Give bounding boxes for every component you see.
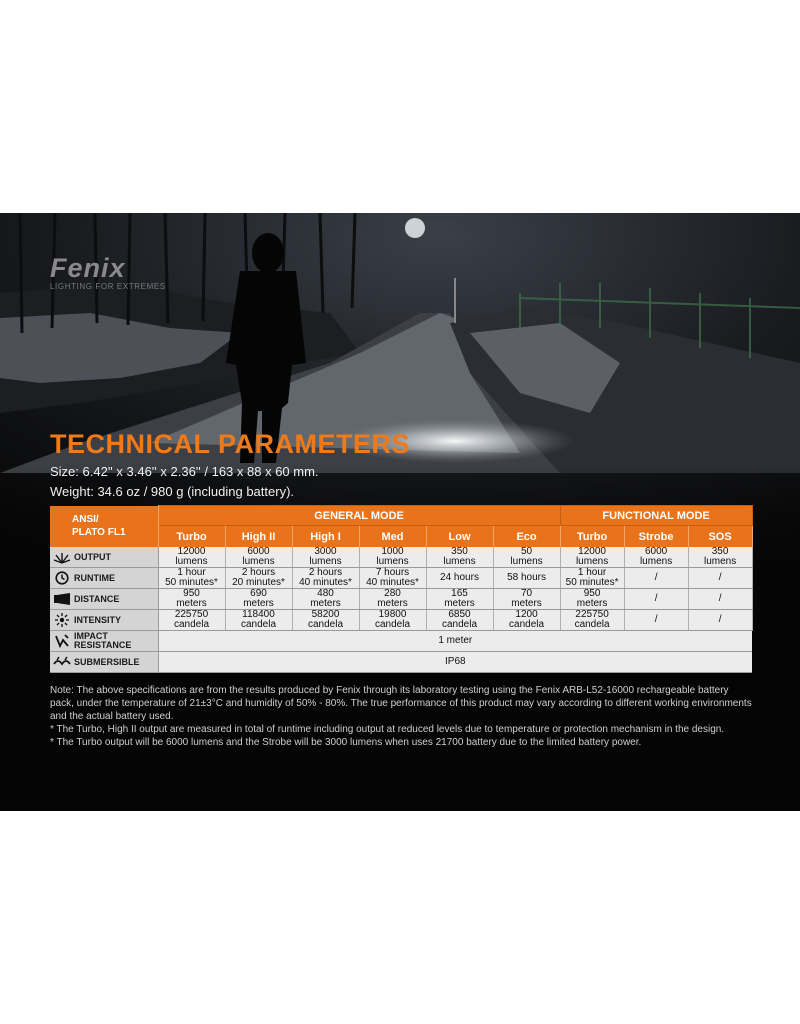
general-mode-header: GENERAL MODE (158, 506, 560, 526)
cell-line: 165 (451, 588, 468, 599)
cell-line: candela (374, 619, 411, 630)
plato-label: PLATO FL1 (72, 527, 126, 539)
table-cell (688, 610, 752, 631)
submersible-value: IP68 (158, 652, 752, 673)
cell-line: candela (173, 619, 210, 630)
cell-line: lumens (703, 556, 737, 567)
cell-line: meters (310, 598, 341, 609)
size-spec: Size: 6.42'' x 3.46'' x 2.36'' / 163 x 88 x 60 mm. (50, 464, 319, 479)
cell-line: / (718, 593, 722, 604)
cell-line: 2 hours (241, 567, 276, 578)
product-banner (0, 213, 800, 811)
cell-line: 50 minutes* (565, 577, 619, 588)
mode-header: Med (359, 526, 426, 548)
cell-line: 40 minutes* (366, 577, 419, 588)
table-cell (426, 568, 493, 589)
table-cell (292, 589, 359, 610)
table-cell (359, 589, 426, 610)
row-label (50, 610, 158, 631)
ansi-label: ANSI/ (72, 514, 99, 526)
cell-line: 1200 (515, 609, 538, 620)
cell-line: 1 hour (177, 567, 206, 578)
table-row-submersible (50, 652, 752, 673)
table-cell (688, 568, 752, 589)
cell-line: 2 hours (308, 567, 343, 578)
row-label-text: OUTPUT (74, 552, 111, 562)
table-cell (225, 568, 292, 589)
cell-line: candela (509, 619, 545, 630)
cell-line: 40 minutes* (299, 577, 352, 588)
cell-line: candela (574, 619, 610, 630)
cell-line: 6850 (448, 609, 471, 620)
ansi-header (50, 506, 158, 548)
cell-line: 225750 (575, 609, 609, 620)
cell-line: 3000 (314, 546, 337, 557)
cell-line: 50 minutes* (165, 577, 218, 588)
table-cell (292, 610, 359, 631)
cell-line: 1000 (381, 546, 404, 557)
brand-logo (50, 253, 166, 291)
table-row (50, 547, 752, 568)
cell-line: 12000 (177, 546, 206, 557)
cell-line: / (718, 614, 722, 625)
row-label-text: RUNTIME (74, 573, 115, 583)
beam-icon (50, 593, 74, 605)
cell-line: / (654, 572, 658, 583)
cell-line: 225750 (174, 609, 209, 620)
table-cell (426, 610, 493, 631)
cell-line: 6000 (247, 546, 270, 557)
cell-line: 19800 (378, 609, 407, 620)
table-cell (493, 547, 560, 568)
table-cell (359, 610, 426, 631)
cell-line: 20 minutes* (232, 577, 285, 588)
cell-line: lumens (376, 556, 409, 567)
impact-label-line: RESISTANCE (74, 640, 132, 650)
cell-line: lumens (639, 556, 673, 567)
cell-line: meters (176, 598, 207, 609)
table-cell (359, 547, 426, 568)
cell-line: meters (243, 598, 274, 609)
table-cell (225, 589, 292, 610)
table-cell (292, 568, 359, 589)
submersible-icon (50, 656, 74, 668)
table-cell (158, 568, 225, 589)
cell-line: candela (307, 619, 344, 630)
mode-header: SOS (688, 526, 752, 548)
row-label-impact (50, 631, 158, 652)
table-cell (624, 589, 688, 610)
mode-header: High I (292, 526, 359, 548)
cell-line: / (718, 572, 722, 583)
submersible-label: SUBMERSIBLE (74, 657, 140, 667)
table-cell (688, 589, 752, 610)
cell-line: 50 (520, 546, 533, 557)
page-title: TECHNICAL PARAMETERS (50, 429, 411, 459)
brand-name: Fenix (50, 253, 126, 283)
clock-icon (50, 571, 74, 585)
table-cell (624, 568, 688, 589)
table-row (50, 568, 752, 589)
cell-line: / (654, 614, 658, 625)
table-cell (560, 610, 624, 631)
table-cell (426, 547, 493, 568)
cell-line: meters (576, 598, 608, 609)
table-cell (158, 589, 225, 610)
table-cell (292, 547, 359, 568)
row-label-text: DISTANCE (74, 594, 120, 604)
row-label-submersible (50, 652, 158, 673)
table-row-impact (50, 631, 752, 652)
table-body (50, 547, 752, 673)
mode-header: Turbo (560, 526, 624, 548)
cell-line: 950 (583, 588, 601, 599)
cell-line: 690 (250, 588, 267, 599)
cell-line: meters (444, 598, 475, 609)
table-cell (158, 547, 225, 568)
row-label (50, 589, 158, 610)
cell-line: 70 (520, 588, 533, 599)
mode-header: Strobe (624, 526, 688, 548)
functional-mode-header: FUNCTIONAL MODE (560, 506, 752, 526)
row-label-text: INTENSITY (74, 615, 122, 625)
cell-line: lumens (443, 556, 476, 567)
cell-line: / (654, 593, 658, 604)
note-paragraph: Note: The above specifications are from the results produced by Fenix through its laboratory testing using the Fenix ARB-L52-16000 rechargeable battery pack, under the temperature of 21±3°C and humidity of 50% - 80%. The true performance of this product may vary according to different working environments and the actual battery used. (50, 685, 752, 722)
table-cell (624, 610, 688, 631)
cell-line: lumens (309, 556, 342, 567)
cell-line: 7 hours (375, 567, 410, 578)
cell-line: lumens (575, 556, 609, 567)
cell-line: meters (511, 598, 542, 609)
weight-spec: Weight: 34.6 oz / 980 g (including battery). (50, 484, 295, 499)
cell-line: 58 hours (507, 572, 546, 583)
table-cell (560, 547, 624, 568)
impact-icon (50, 634, 74, 648)
table-cell (560, 568, 624, 589)
cell-line: lumens (242, 556, 275, 567)
cell-line: 58200 (311, 609, 340, 620)
brand-tagline: LIGHTING FOR EXTREMES (50, 282, 166, 291)
cell-line: 6000 (644, 546, 668, 557)
cell-line: lumens (175, 556, 208, 567)
table-cell (493, 589, 560, 610)
burst-icon (50, 550, 74, 564)
table-cell (225, 610, 292, 631)
cell-line: 24 hours (440, 572, 479, 583)
note-paragraph: * The Turbo output will be 6000 lumens and the Strobe will be 3000 lumens when uses 21700 battery due to the limited battery power. (50, 737, 642, 748)
cell-line: 480 (317, 588, 334, 599)
table-cell (158, 610, 225, 631)
mode-header: Low (426, 526, 493, 548)
cell-line: 118400 (242, 609, 275, 620)
notes-section (50, 684, 752, 749)
table-cell (624, 547, 688, 568)
cell-line: 280 (384, 588, 401, 599)
table-cell (225, 547, 292, 568)
table-cell (493, 568, 560, 589)
table-row (50, 610, 752, 631)
cell-line: 1 hour (577, 567, 607, 578)
cell-line: candela (441, 619, 478, 630)
impact-label-line: IMPACT (74, 631, 108, 641)
intensity-icon (50, 612, 74, 628)
cell-line: 950 (183, 588, 200, 599)
table-cell (426, 589, 493, 610)
row-label (50, 547, 158, 568)
mode-header: High II (225, 526, 292, 548)
row-label (50, 568, 158, 589)
mode-header: Turbo (158, 526, 225, 548)
impact-value: 1 meter (158, 631, 752, 652)
table-row (50, 589, 752, 610)
note-paragraph: * The Turbo, High II output are measured in total of runtime including output at reduced levels due to temperature or protection mechanism in the design. (50, 724, 725, 735)
cell-line: 12000 (578, 546, 606, 557)
cell-line: meters (377, 598, 408, 609)
cell-line: lumens (510, 556, 543, 567)
mode-header: Eco (493, 526, 560, 548)
table-cell (688, 547, 752, 568)
cell-line: 350 (711, 546, 729, 557)
table-cell (493, 610, 560, 631)
cell-line: candela (240, 619, 277, 630)
cell-line: 350 (451, 546, 468, 557)
parameters-table (50, 505, 752, 673)
table-cell (560, 589, 624, 610)
table-cell (359, 568, 426, 589)
